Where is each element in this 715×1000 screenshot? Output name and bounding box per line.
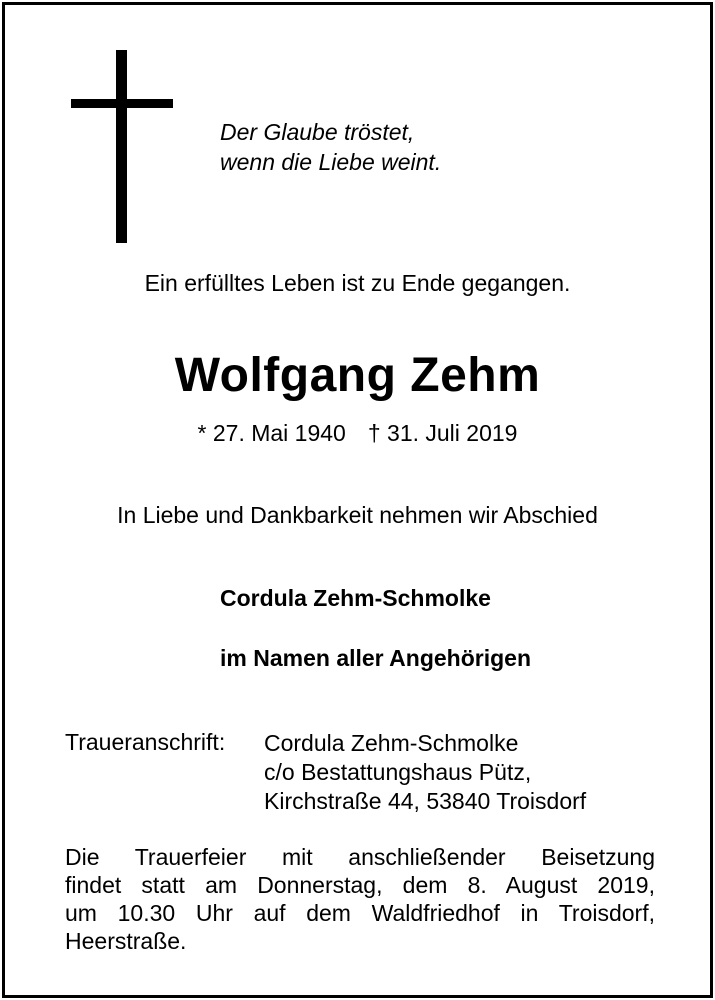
obituary-notice [2, 2, 713, 998]
service-line-3: um 10.30 Uhr auf dem Waldfriedhof in Troisdorf, [65, 900, 655, 926]
service-info [65, 843, 655, 955]
birth-date: * 27. Mai 1940 [197, 420, 346, 446]
motto-line-2: wenn die Liebe weint. [220, 149, 442, 175]
address-line-1: Cordula Zehm-Schmolke [264, 730, 519, 756]
service-line-4: Heerstraße. [65, 928, 187, 954]
address-label: Traueranschrift: [65, 729, 226, 755]
deceased-name: Wolfgang Zehm [174, 349, 541, 402]
life-dates [5, 420, 710, 447]
farewell-text: In Liebe und Dankbarkeit nehmen wir Abschied [117, 502, 598, 528]
service-line-2: findet statt am Donnerstag, dem 8. August 2019, [65, 872, 655, 898]
intro-text: Ein erfülltes Leben ist zu Ende gegangen. [144, 270, 571, 296]
address-line-3: Kirchstraße 44, 53840 Troisdorf [264, 788, 587, 814]
death-date: † 31. Juli 2019 [367, 420, 518, 446]
motto [220, 117, 620, 177]
address-line-2: c/o Bestattungshaus Pütz, [264, 759, 532, 785]
signer-name: Cordula Zehm-Schmolke [220, 585, 491, 611]
address-block [264, 729, 586, 816]
cross-horizontal-bar [71, 99, 173, 108]
service-line-1: Die Trauerfeier mit anschließender Beisetzung [65, 844, 655, 870]
cross-vertical-bar [116, 50, 127, 243]
signer-on-behalf: im Namen aller Angehörigen [220, 645, 531, 671]
motto-line-1: Der Glaube tröstet, [220, 119, 415, 145]
